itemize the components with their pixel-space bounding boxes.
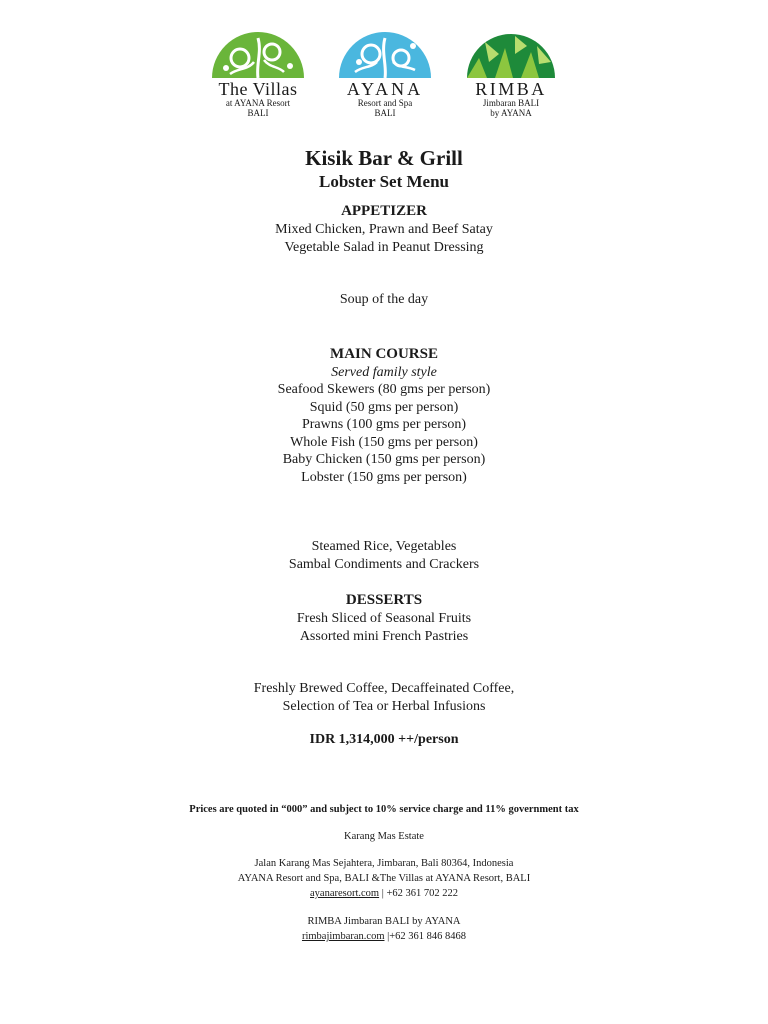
rimba-logo-name: RIMBA: [475, 79, 547, 99]
rimba-forest-emblem: [465, 28, 557, 78]
rimba-contact: [0, 929, 768, 944]
estate-name: Karang Mas Estate: [344, 831, 424, 842]
side-item: Sambal Condiments and Crackers: [288, 556, 480, 572]
ayana-phone: | +62 361 702 222: [379, 888, 458, 899]
tax-note: Prices are quoted in “000” and subject to 10% service charge and 11% government tax: [189, 804, 579, 815]
rimba-logo: [455, 28, 567, 118]
desserts-heading: DESSERTS: [345, 592, 423, 608]
ayana-leaf-emblem: [337, 28, 433, 78]
ayana-contact: [0, 886, 768, 901]
dessert-item: Fresh Sliced of Seasonal Fruits: [296, 611, 472, 626]
appetizer-item: Vegetable Salad in Peanut Dressing: [284, 239, 484, 255]
menu-title: Kisik Bar & Grill: [305, 146, 463, 170]
address-line: Jalan Karang Mas Sejahtera, Jimbaran, Bali 80364, Indonesia: [254, 858, 514, 869]
side-item: Steamed Rice, Vegetables: [311, 539, 457, 554]
villas-logo-sub1: at AYANA Resort: [225, 98, 291, 108]
villas-leaf-emblem: [210, 28, 306, 78]
main-course-item: Prawns (100 gms per person): [301, 417, 467, 432]
villas-logo-sub2: BALI: [247, 108, 269, 118]
soup-item: Soup of the day: [339, 292, 429, 307]
menu-price: IDR 1,314,000 ++/person: [309, 732, 459, 747]
main-course-item: Whole Fish (150 gms per person): [290, 434, 478, 450]
main-course-item: Squid (50 gms per person): [309, 399, 459, 415]
dessert-item: Assorted mini French Pastries: [299, 628, 469, 644]
ayana-logo-sub1: Resort and Spa: [357, 98, 413, 108]
appetizer-heading: APPETIZER: [341, 203, 427, 219]
ayana-logo-sub2: BALI: [374, 108, 396, 118]
menu-subtitle: Lobster Set Menu: [318, 172, 449, 191]
the-villas-logo: [200, 28, 316, 118]
beverage-item: Selection of Tea or Herbal Infusions: [282, 698, 486, 714]
ayana-logo: [330, 28, 440, 118]
resorts-line: AYANA Resort and Spa, BALI &The Villas at AYANA Resort, BALI: [237, 873, 531, 884]
rimba-name: RIMBA Jimbaran BALI by AYANA: [307, 916, 461, 927]
main-course-item: Seafood Skewers (80 gms per person): [277, 382, 491, 397]
beverage-item: Freshly Brewed Coffee, Decaffeinated Coffee,: [253, 681, 515, 696]
ayana-website-link[interactable]: ayanaresort.com: [310, 888, 380, 899]
footer: [0, 802, 768, 944]
villas-logo-name: The Villas: [218, 79, 298, 99]
rimba-logo-sub1: Jimbaran BALI: [482, 98, 540, 108]
ayana-logo-name: AYANA: [346, 79, 424, 99]
main-course-item: Lobster (150 gms per person): [301, 469, 467, 485]
logo-row: [0, 28, 768, 128]
rimba-website-link[interactable]: rimbajimbaran.com: [301, 931, 385, 942]
appetizer-item: Mixed Chicken, Prawn and Beef Satay: [275, 222, 493, 237]
rimba-logo-sub2: by AYANA: [490, 108, 532, 118]
rimba-phone: |+62 361 846 8468: [384, 931, 467, 942]
main-course-item: Baby Chicken (150 gms per person): [282, 452, 486, 467]
main-course-note: Served family style: [331, 364, 437, 380]
main-course-heading: MAIN COURSE: [330, 345, 438, 362]
set-menu: [0, 145, 768, 749]
